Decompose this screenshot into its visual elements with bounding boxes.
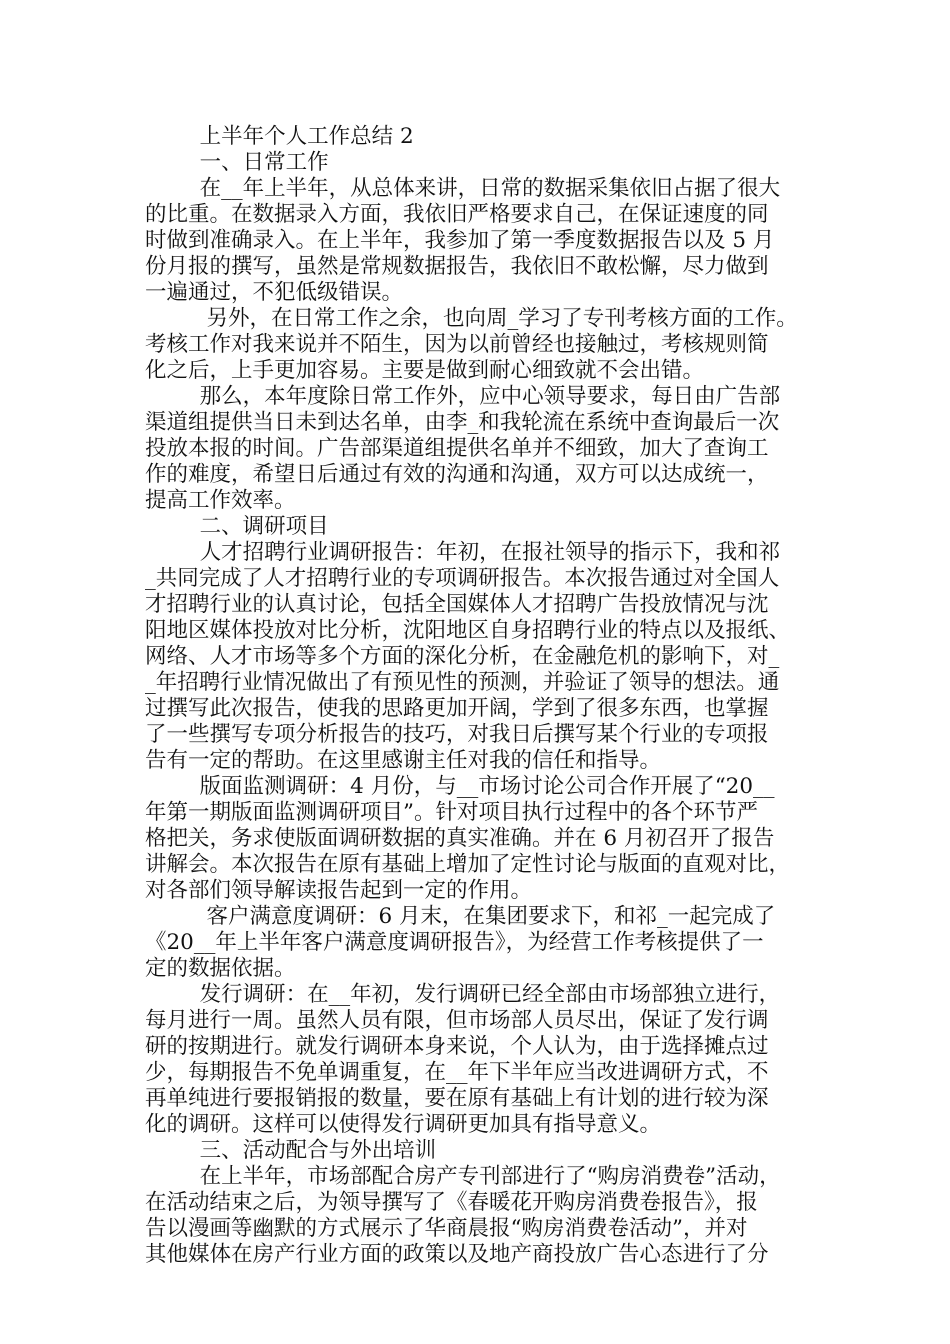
text-line: 在活动结束之后，为领导撰写了《春暖花开购房消费卷报告》，报 bbox=[145, 1190, 758, 1215]
text-line: 提高工作效率。 bbox=[145, 488, 296, 513]
text-line: 对各部们领导解读报告起到一定的作用。 bbox=[145, 878, 533, 903]
text-line: 了一些撰写专项分析报告的技巧，对我日后撰写某个行业的专项报 bbox=[145, 722, 769, 747]
text-line: 三、活动配合与外出培训 bbox=[145, 1138, 437, 1163]
text-line: 上半年个人工作总结 2 bbox=[145, 124, 414, 149]
text-line: 时做到准确录入。在上半年，我参加了第一季度数据报告以及 5 月 bbox=[145, 228, 775, 253]
text-line: 化的调研。这样可以使得发行调研更加具有指导意义。 bbox=[145, 1112, 662, 1137]
text-line: _共同完成了人才招聘行业的专项调研报告。本次报告通过对全国人 bbox=[145, 566, 780, 591]
text-line: 讲解会。本次报告在原有基础上增加了定性讨论与版面的直观对比， bbox=[145, 852, 791, 877]
text-line: 告有一定的帮助。在这里感谢主任对我的信任和指导。 bbox=[145, 748, 662, 773]
text-line: 过撰写此次报告，使我的思路更加开阔，学到了很多东西，也掌握 bbox=[145, 696, 769, 721]
text-line: 渠道组提供当日未到达名单，由李_和我轮流在系统中查询最后一次 bbox=[145, 410, 780, 435]
text-line: 版面监测调研：4 月份，与__市场讨论公司合作开展了“20__ bbox=[145, 774, 775, 799]
text-line: 研的按期进行。就发行调研本身来说，个人认为，由于选择摊点过 bbox=[145, 1034, 769, 1059]
text-line: 作的难度，希望日后通过有效的沟通和沟通，双方可以达成统一， bbox=[145, 462, 769, 487]
text-line: 化之后，上手更加容易。主要是做到耐心细致就不会出错。 bbox=[145, 358, 705, 383]
text-line: 在__年上半年，从总体来讲，日常的数据采集依旧占据了很大 bbox=[145, 176, 781, 201]
text-line: 《20__年上半年客户满意度调研报告》，为经营工作考核提供了一 bbox=[145, 930, 764, 955]
text-line: 发行调研：在__年初，发行调研已经全部由市场部独立进行， bbox=[145, 982, 781, 1007]
text-line: 客户满意度调研：6 月末，在集团要求下，和祁_一起完成了 bbox=[145, 904, 776, 929]
text-line: 投放本报的时间。广告部渠道组提供名单并不细致，加大了查询工 bbox=[145, 436, 769, 461]
text-line: 少，每期报告不免单调重复，在__年下半年应当改进调研方式，不 bbox=[145, 1060, 769, 1085]
document-body bbox=[145, 124, 813, 1268]
text-line: 那么，本年度除日常工作外，应中心领导要求，每日由广告部 bbox=[145, 384, 781, 409]
text-line: 的比重。在数据录入方面，我依旧严格要求自己，在保证速度的同 bbox=[145, 202, 769, 227]
text-line: _年招聘行业情况做出了有预见性的预测，并验证了领导的想法。通 bbox=[145, 670, 780, 695]
text-line: 一、日常工作 bbox=[145, 150, 329, 175]
text-line: 份月报的撰写，虽然是常规数据报告，我依旧不敢松懈，尽力做到 bbox=[145, 254, 769, 279]
text-line: 定的数据依据。 bbox=[145, 956, 296, 981]
text-line: 另外，在日常工作之余，也向周_学习了专刊考核方面的工作。 bbox=[145, 306, 798, 331]
text-line: 年第一期版面监测调研项目”。针对项目执行过程中的各个环节严 bbox=[145, 800, 758, 825]
text-line: 考核工作对我来说并不陌生，因为以前曾经也接触过，考核规则简 bbox=[145, 332, 769, 357]
text-line: 其他媒体在房产行业方面的政策以及地产商投放广告心态进行了分 bbox=[145, 1242, 769, 1267]
text-line: 每月进行一周。虽然人员有限，但市场部人员尽出，保证了发行调 bbox=[145, 1008, 769, 1033]
text-line: 人才招聘行业调研报告：年初，在报社领导的指示下，我和祁 bbox=[145, 540, 781, 565]
text-line: 再单纯进行要报销报的数量，要在原有基础上有计划的进行较为深 bbox=[145, 1086, 769, 1111]
text-line: 才招聘行业的认真讨论，包括全国媒体人才招聘广告投放情况与沈 bbox=[145, 592, 769, 617]
text-line: 阳地区媒体投放对比分析，沈阳地区自身招聘行业的特点以及报纸、 bbox=[145, 618, 791, 643]
text-line: 在上半年，市场部配合房产专刊部进行了“购房消费卷”活动， bbox=[145, 1164, 781, 1189]
text-line: 告以漫画等幽默的方式展示了华商晨报“购房消费卷活动”，并对 bbox=[145, 1216, 748, 1241]
text-line: 网络、人才市场等多个方面的深化分析，在金融危机的影响下，对_ bbox=[145, 644, 780, 669]
text-line: 格把关，务求使版面调研数据的真实准确。并在 6 月初召开了报告 bbox=[145, 826, 775, 851]
text-line: 一遍通过，不犯低级错误。 bbox=[145, 280, 404, 305]
text-line: 二、调研项目 bbox=[145, 514, 329, 539]
